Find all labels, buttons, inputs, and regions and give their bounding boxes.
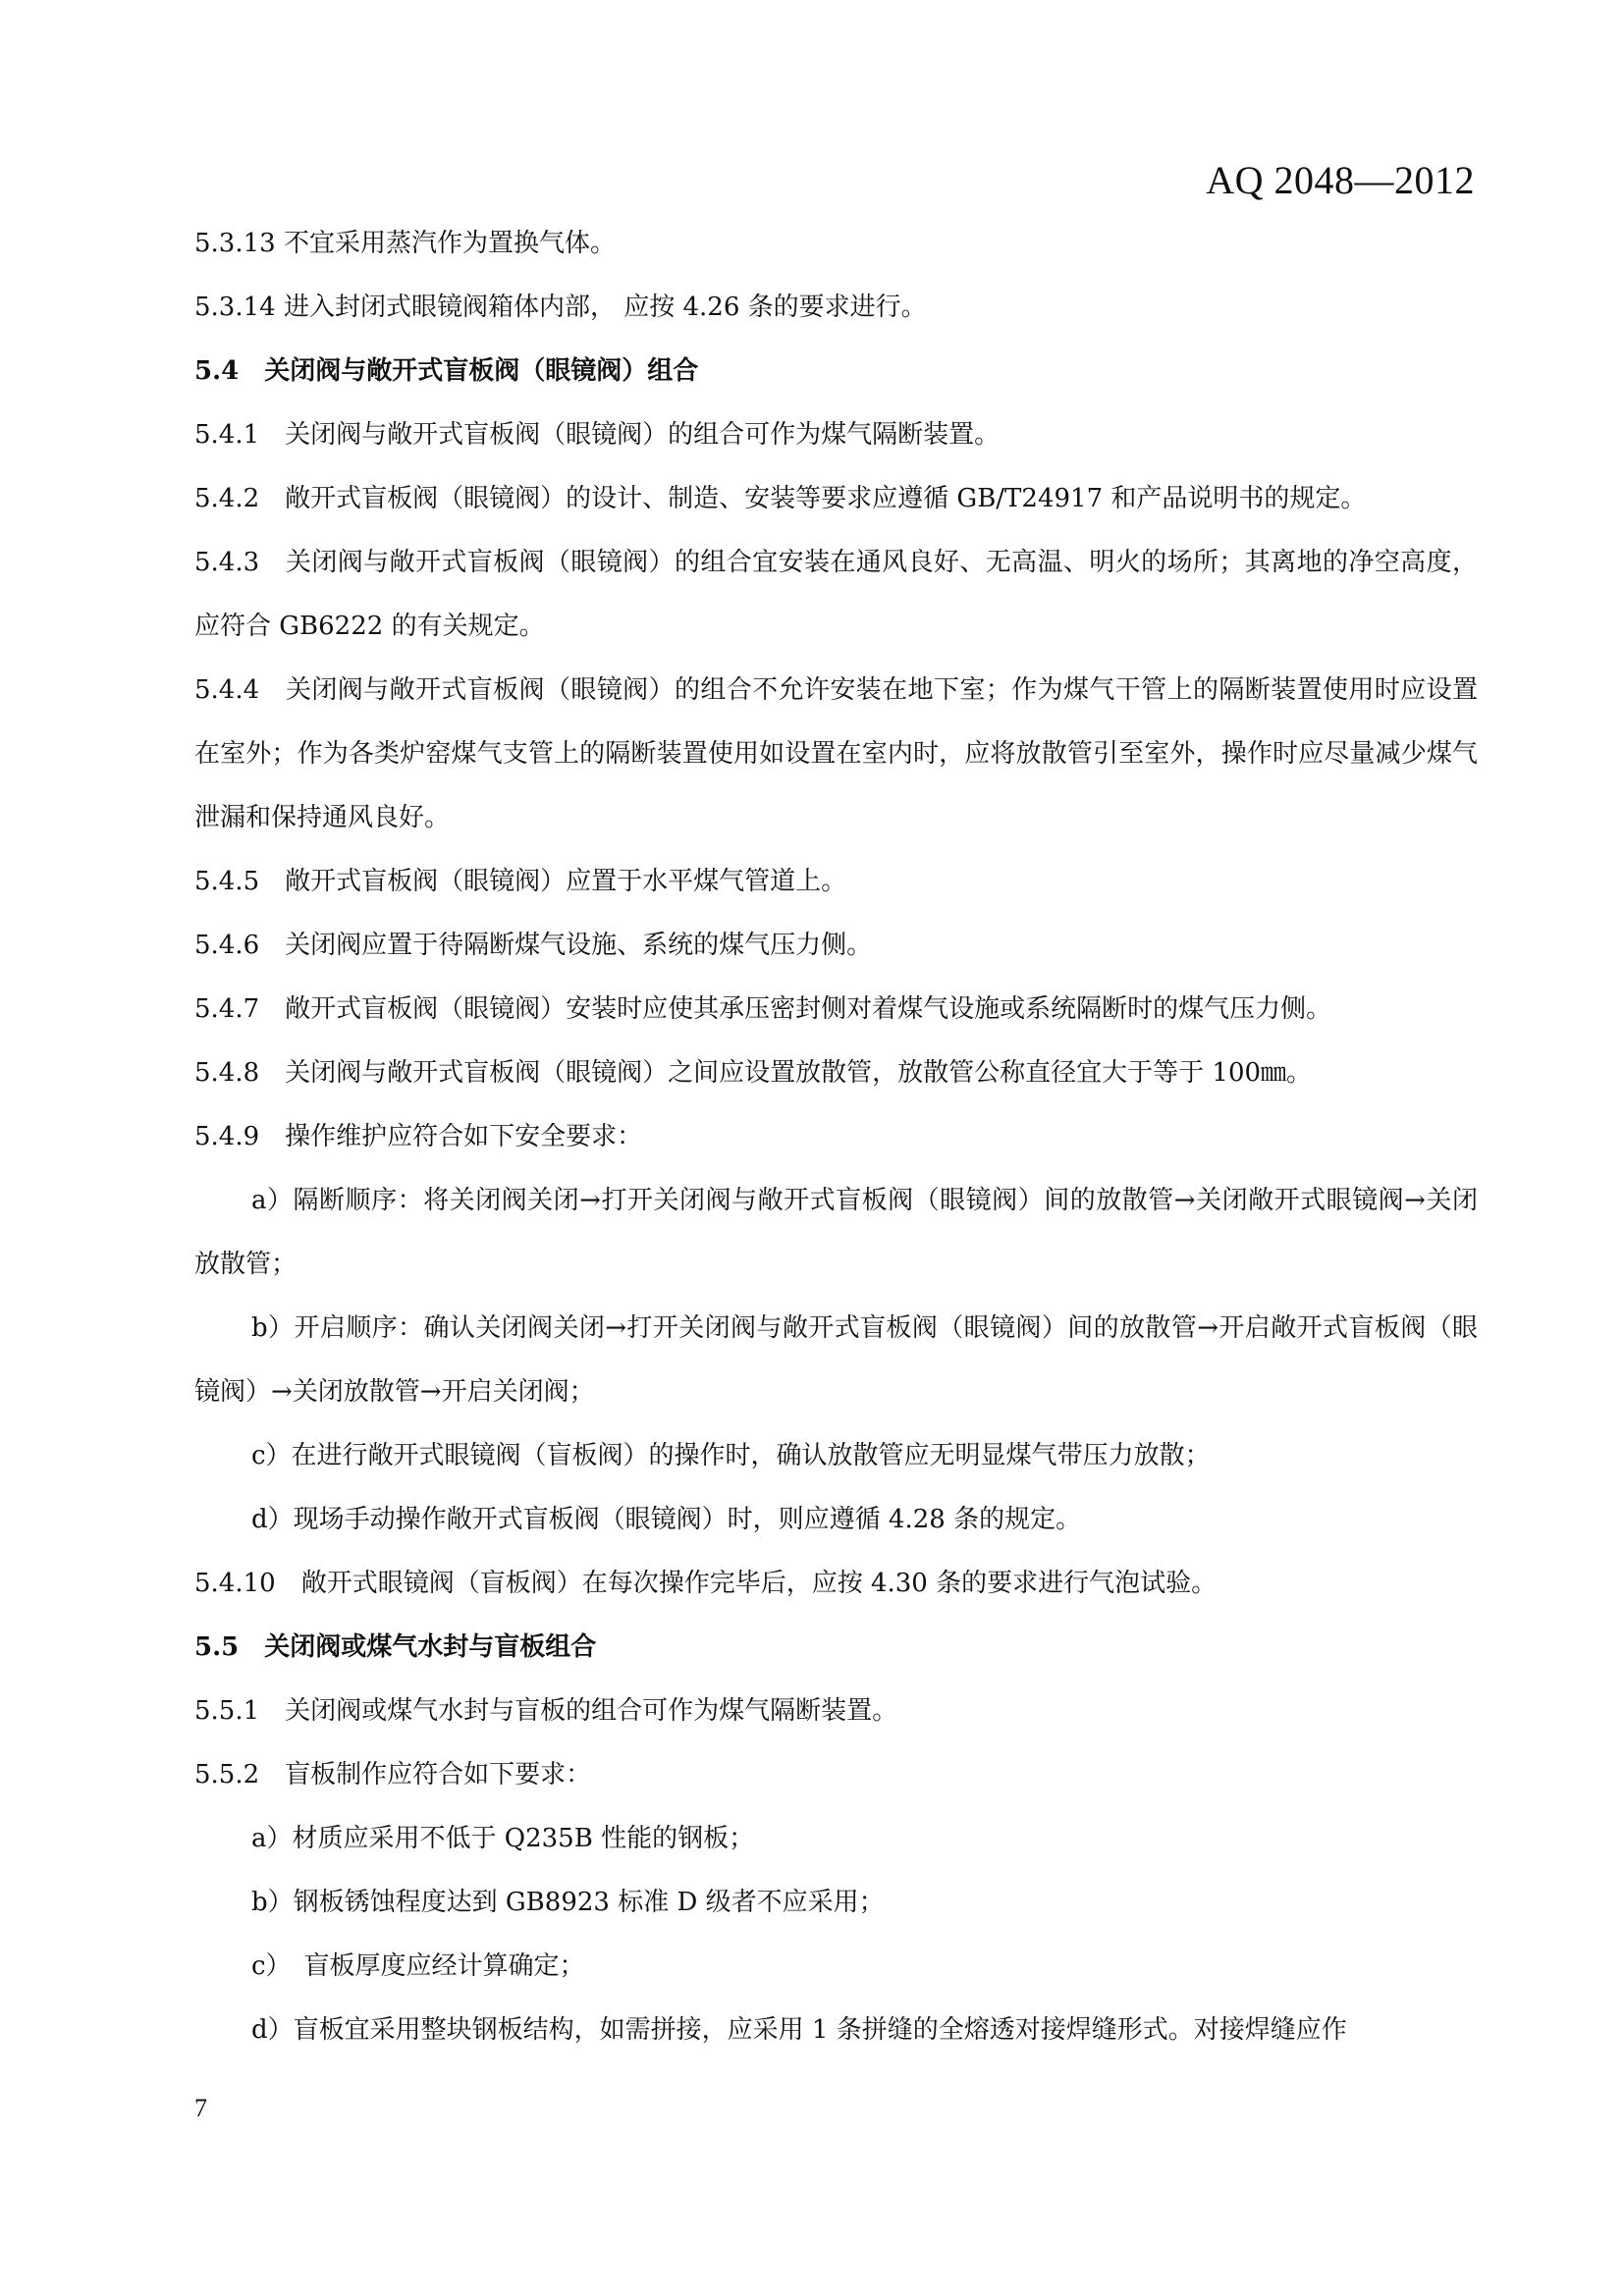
clause-5-4-6: 5.4.6 关闭阀应置于待隔断煤气设施、系统的煤气压力侧。: [194, 931, 873, 960]
clause-5-5-2: 5.5.2 盲板制作应符合如下要求：: [194, 1760, 592, 1789]
clause-5-4-8: 5.4.8 关闭阀与敞开式盲板阀（眼镜阀）之间应设置放散管，放散管公称直径宜大于等于 100㎜。: [194, 1058, 1313, 1088]
document-body: [194, 212, 1478, 2062]
clause-5-4-7: 5.4.7 敞开式盲板阀（眼镜阀）安装时应使其承压密封侧对着煤气设施或系统隔断时的煤气压力侧。: [194, 994, 1332, 1024]
clause-5-5-1: 5.5.1 关闭阀或煤气水封与盲板的组合可作为煤气隔断装置。: [194, 1696, 898, 1726]
list-item-d-structure: d）盲板宜采用整块钢板结构，如需拼接，应采用 1 条拼缝的全熔透对接焊缝形式。对接焊缝应作: [251, 2015, 1347, 2045]
list-item-b-opening-sequence: b）开启顺序：确认关闭阀关闭→打开关闭阀与敞开式盲板阀（眼镜阀）间的放散管→开启敞开式盲板阀（眼镜阀）→关闭放散管→开启关闭阀；: [194, 1313, 1478, 1407]
clause-5-4-1: 5.4.1 关闭阀与敞开式盲板阀（眼镜阀）的组合可作为煤气隔断装置。: [194, 420, 1001, 450]
section-heading-5-4: 5.4 关闭阀与敞开式盲板阀（眼镜阀）组合: [194, 356, 699, 386]
clause-5-4-10: 5.4.10 敞开式眼镜阀（盲板阀）在每次操作完毕后，应按 4.30 条的要求进行气泡试验。: [194, 1569, 1218, 1598]
clause-5-4-3: 5.4.3 关闭阀与敞开式盲板阀（眼镜阀）的组合宜安装在通风良好、无高温、明火的场所；其离地的净空高度，应符合 GB6222 的有关规定。: [194, 548, 1478, 641]
standard-code-header: AQ 2048—2012: [1206, 158, 1475, 202]
clause-5-4-2: 5.4.2 敞开式盲板阀（眼镜阀）的设计、制造、安装等要求应遵循 GB/T24917 和产品说明书的规定。: [194, 484, 1367, 513]
list-item-a-material: a）材质应采用不低于 Q235B 性能的钢板；: [251, 1824, 755, 1853]
list-item-c-thickness: c） 盲板厚度应经计算确定；: [251, 1951, 585, 1981]
clause-5-4-5: 5.4.5 敞开式盲板阀（眼镜阀）应置于水平煤气管道上。: [194, 867, 847, 896]
list-item-a-isolation-sequence: a）隔断顺序：将关闭阀关闭→打开关闭阀与敞开式盲板阀（眼镜阀）间的放散管→关闭敞开式眼镜阀→关闭放散管；: [194, 1186, 1478, 1279]
list-item-d-manual-operation: d）现场手动操作敞开式盲板阀（眼镜阀）时，则应遵循 4.28 条的规定。: [251, 1505, 1082, 1534]
list-item-b-corrosion: b）钢板锈蚀程度达到 GB8923 标准 D 级者不应采用；: [251, 1888, 885, 1917]
list-item-c-operation-check: c）在进行敞开式眼镜阀（盲板阀）的操作时，确认放散管应无明显煤气带压力放散；: [251, 1441, 1211, 1470]
section-heading-5-5: 5.5 关闭阀或煤气水封与盲板组合: [194, 1632, 597, 1662]
clause-5-4-4: 5.4.4 关闭阀与敞开式盲板阀（眼镜阀）的组合不允许安装在地下室；作为煤气干管上的隔断装置使用时应设置在室外；作为各类炉窑煤气支管上的隔断装置使用如设置在室内时，应将放散管引至室外，操作时应尽量减少煤气泄漏和保持通风良好。: [194, 675, 1478, 832]
clause-5-4-9: 5.4.9 操作维护应符合如下安全要求：: [194, 1122, 643, 1151]
clause-5-3-14: 5.3.14 进入封闭式眼镜阀箱体内部， 应按 4.26 条的要求进行。: [194, 293, 927, 322]
page-number: 7: [194, 2094, 207, 2122]
clause-5-3-13: 5.3.13 不宜采用蒸汽作为置换气体。: [194, 229, 616, 258]
